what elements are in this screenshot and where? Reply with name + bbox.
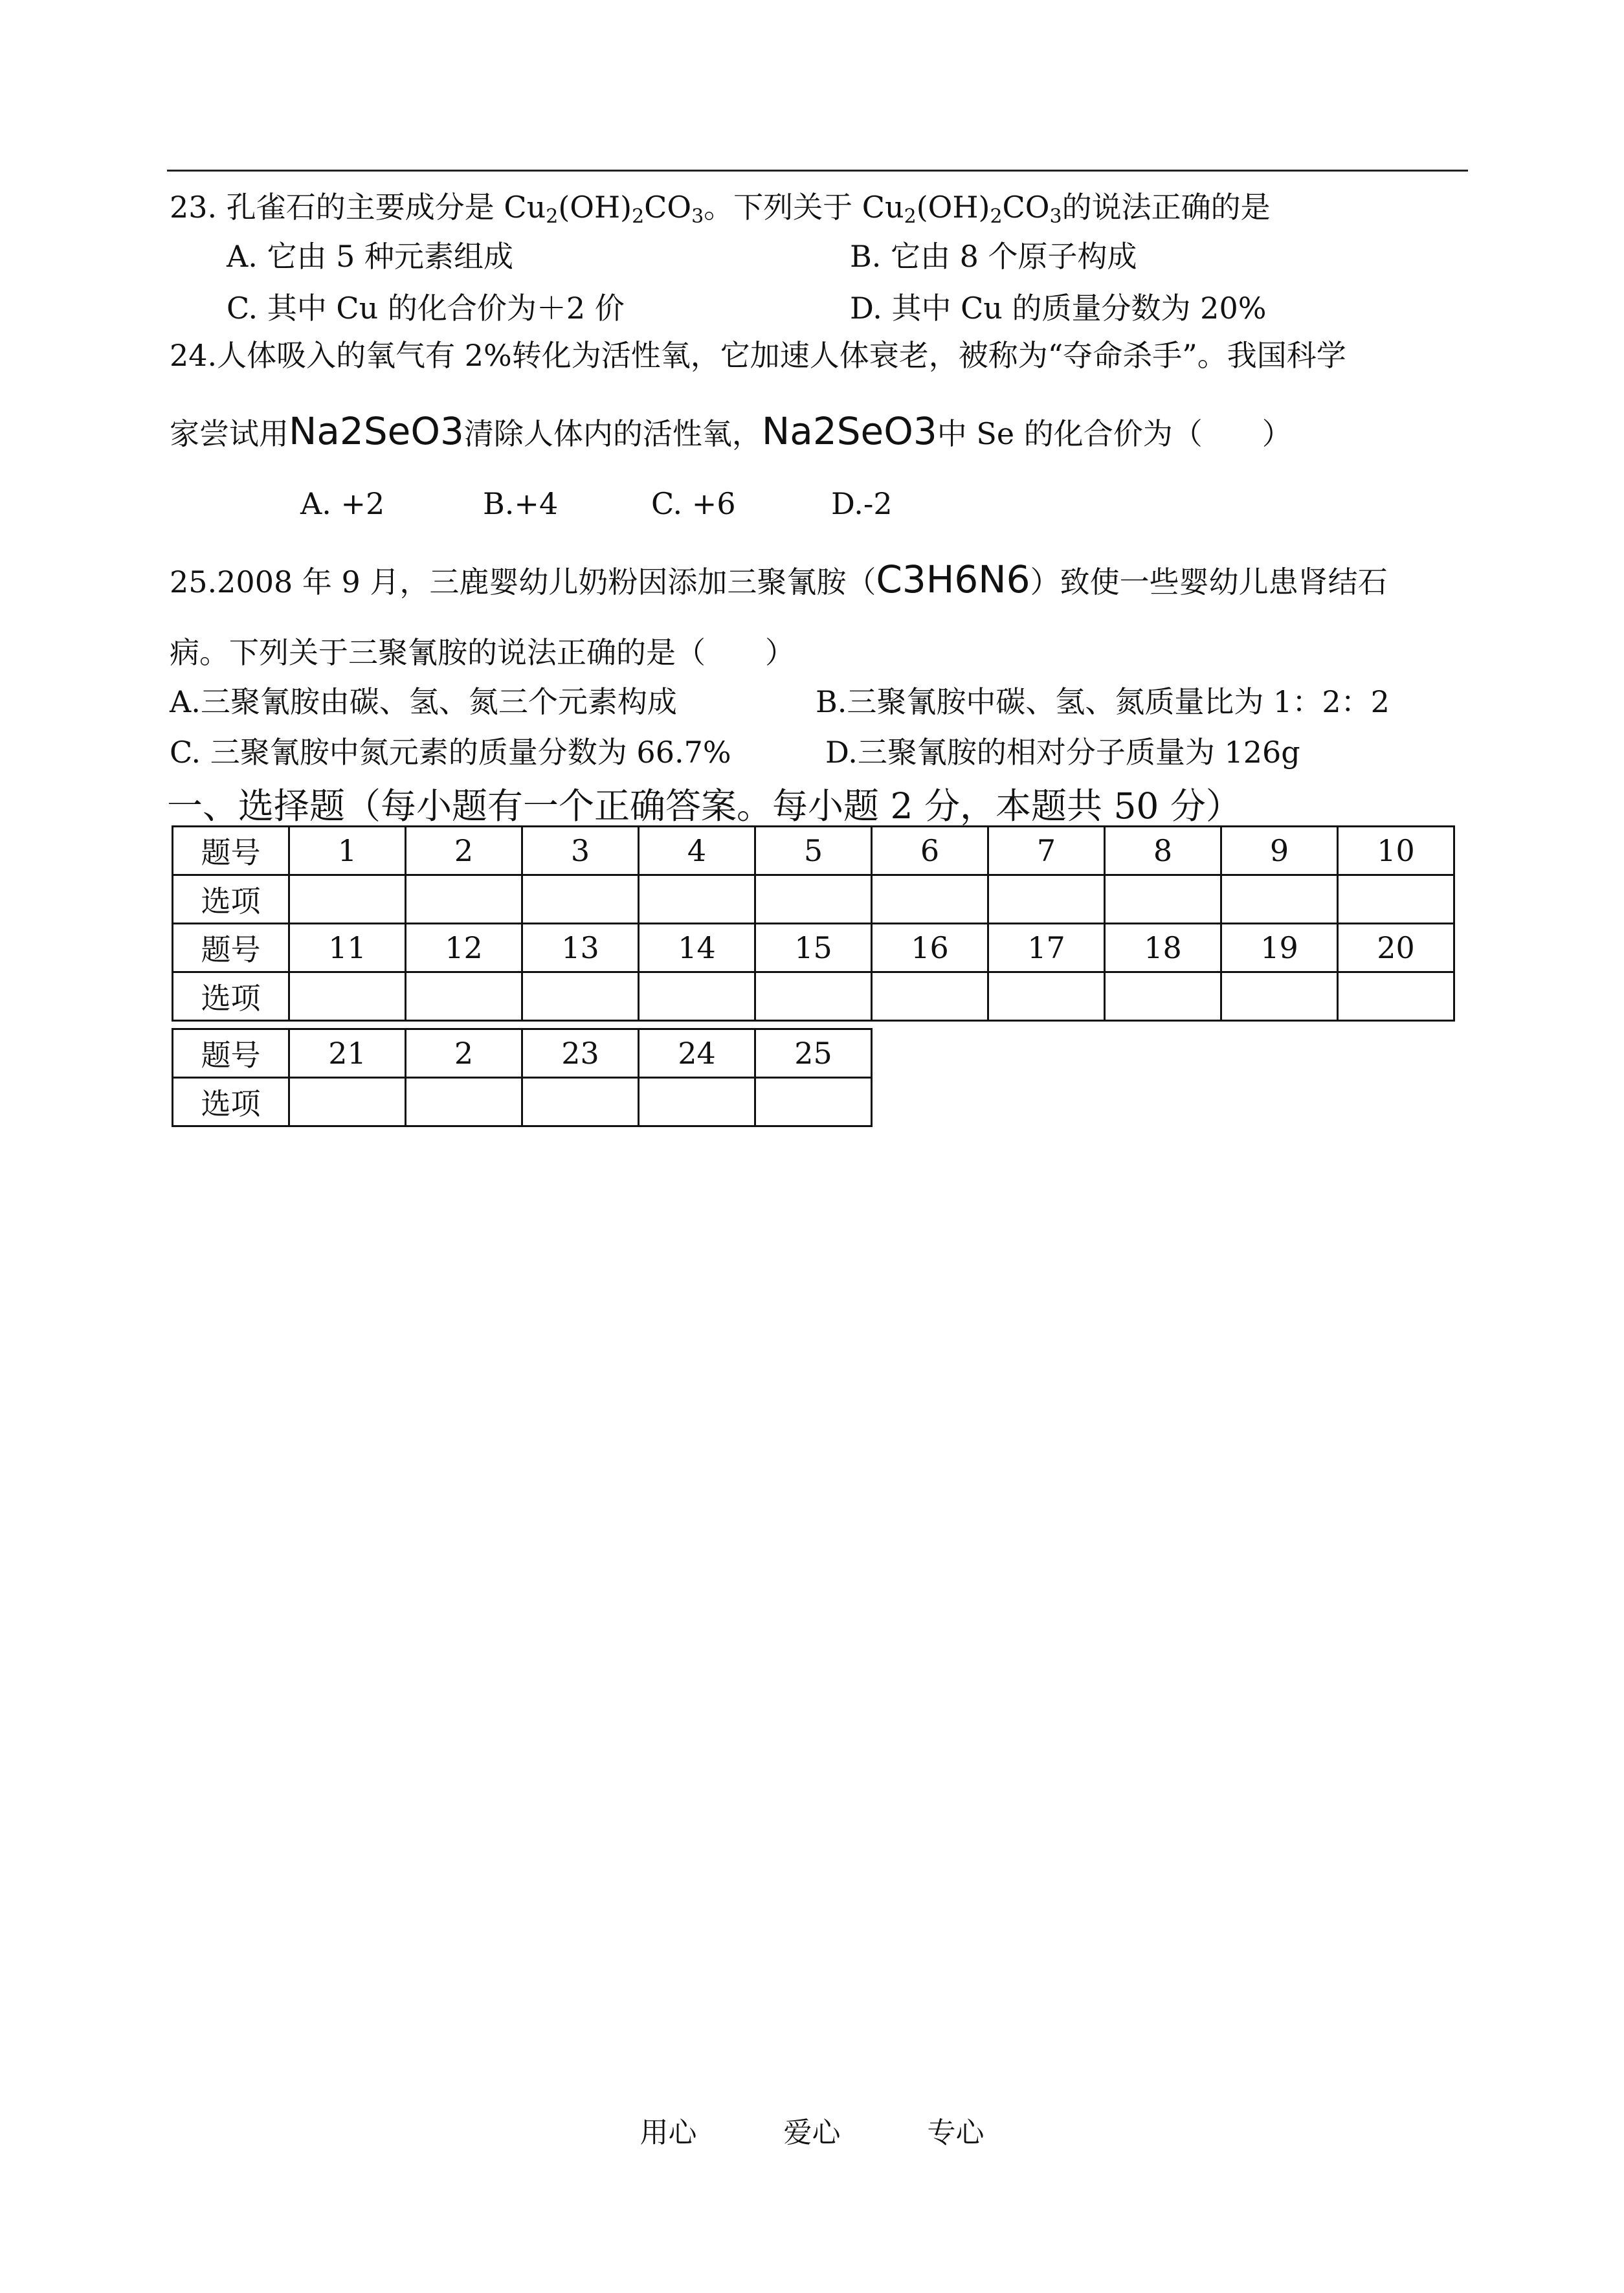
cell-number: 13 xyxy=(522,924,639,972)
cell-answer-label: 选项 xyxy=(173,875,289,924)
cell-answer[interactable] xyxy=(755,972,872,1021)
cell-answer[interactable] xyxy=(872,972,988,1021)
q24-option-a: A. +2 xyxy=(300,486,385,521)
cell-number: 11 xyxy=(289,924,406,972)
cell-number: 15 xyxy=(755,924,872,972)
cell-number: 9 xyxy=(1221,827,1338,875)
answer-table-tail xyxy=(172,1028,873,1127)
cell-number: 4 xyxy=(639,827,755,875)
cell-answer[interactable] xyxy=(406,1078,522,1126)
answer-table-main xyxy=(172,825,1455,1022)
q25-option-c: C. 三聚氰胺中氮元素的质量分数为 66.7% xyxy=(170,735,731,770)
q23-option-c: C. 其中 Cu 的化合价为＋2 价 xyxy=(227,291,625,326)
cell-number-label: 题号 xyxy=(173,924,289,972)
table-row-answers-1 xyxy=(173,875,1454,924)
cell-number: 5 xyxy=(755,827,872,875)
cell-answer[interactable] xyxy=(639,1078,755,1126)
q23-option-d: D. 其中 Cu 的质量分数为 20% xyxy=(850,291,1267,326)
q24-line2: 家尝试用Na2SeO3清除人体内的活性氧，Na2SeO3中 Se 的化合价为（ ） xyxy=(170,409,1292,453)
cell-answer[interactable] xyxy=(522,1078,639,1126)
q25-formula: C3H6N6 xyxy=(876,557,1030,601)
table-row-answers-2 xyxy=(173,972,1454,1021)
q25-option-a: A.三聚氰胺由碳、氢、氮三个元素构成 xyxy=(170,684,677,719)
cell-number: 3 xyxy=(522,827,639,875)
page-footer xyxy=(0,2109,1624,2151)
q24-option-d: D.-2 xyxy=(831,486,893,521)
cell-number: 12 xyxy=(406,924,522,972)
q25-line1: 25.2008 年 9 月，三鹿婴幼儿奶粉因添加三聚氰胺（C3H6N6）致使一些婴幼儿患肾结石 xyxy=(170,557,1388,601)
cell-answer[interactable] xyxy=(1338,875,1454,924)
cell-answer[interactable] xyxy=(522,972,639,1021)
footer-text: 专心 xyxy=(927,2116,984,2149)
cell-number: 6 xyxy=(872,827,988,875)
cell-number: 23 xyxy=(522,1029,639,1078)
cell-number: 18 xyxy=(1105,924,1221,972)
cell-answer[interactable] xyxy=(872,875,988,924)
cell-number: 14 xyxy=(639,924,755,972)
cell-answer[interactable] xyxy=(988,875,1105,924)
cell-number: 2 xyxy=(406,1029,522,1078)
cell-answer[interactable] xyxy=(988,972,1105,1021)
q25-line2: 病。下列关于三聚氰胺的说法正确的是（ ） xyxy=(170,635,795,670)
cell-answer[interactable] xyxy=(755,875,872,924)
footer-text: 爱心 xyxy=(783,2116,841,2149)
cell-number: 21 xyxy=(289,1029,406,1078)
cell-number-label: 题号 xyxy=(173,827,289,875)
cell-answer[interactable] xyxy=(755,1078,872,1126)
cell-answer[interactable] xyxy=(1105,972,1221,1021)
cell-answer[interactable] xyxy=(639,972,755,1021)
cell-answer-label: 选项 xyxy=(173,1078,289,1126)
q24-option-c: C. +6 xyxy=(651,486,736,521)
q24-formula: Na2SeO3 xyxy=(289,409,464,453)
cell-number: 20 xyxy=(1338,924,1454,972)
cell-number: 17 xyxy=(988,924,1105,972)
cell-number-label: 题号 xyxy=(173,1029,289,1078)
table-row-numbers-3 xyxy=(173,1029,872,1078)
cell-number: 16 xyxy=(872,924,988,972)
q23-stem: 23. 孔雀石的主要成分是 $Cu_2(OH)_2CO_3$。下列关于 $Cu_2(OH)_2CO_3$的说法正确的是 xyxy=(170,190,1271,228)
cell-number: 2 xyxy=(406,827,522,875)
cell-number: 19 xyxy=(1221,924,1338,972)
cell-answer[interactable] xyxy=(1338,972,1454,1021)
footer-text: 用心 xyxy=(640,2116,697,2149)
cell-number: 8 xyxy=(1105,827,1221,875)
table-row-answers-3 xyxy=(173,1078,872,1126)
cell-number: 25 xyxy=(755,1029,872,1078)
cell-answer[interactable] xyxy=(1105,875,1221,924)
header-rule xyxy=(167,170,1468,172)
table-row-numbers-2 xyxy=(173,924,1454,972)
cell-answer[interactable] xyxy=(289,1078,406,1126)
q24-option-b: B.+4 xyxy=(483,486,559,521)
cell-answer[interactable] xyxy=(406,972,522,1021)
q24-line1: 24.人体吸入的氧气有 2%转化为活性氧，它加速人体衰老，被称为“夺命杀手”。我国科学 xyxy=(170,338,1346,373)
q25-option-d: D.三聚氰胺的相对分子质量为 126g xyxy=(825,735,1300,770)
cell-answer[interactable] xyxy=(289,972,406,1021)
q23-option-a: A. 它由 5 种元素组成 xyxy=(227,239,513,274)
cell-answer[interactable] xyxy=(289,875,406,924)
q25-option-b: B.三聚氰胺中碳、氢、氮质量比为 1：2：2 xyxy=(816,684,1390,719)
cell-answer[interactable] xyxy=(406,875,522,924)
cell-answer[interactable] xyxy=(522,875,639,924)
cell-number: 24 xyxy=(639,1029,755,1078)
q23-option-b: B. 它由 8 个原子构成 xyxy=(850,239,1137,274)
section-title: 一、选择题（每小题有一个正确答案。每小题 2 分，本题共 50 分） xyxy=(167,785,1241,827)
cell-number: 1 xyxy=(289,827,406,875)
cell-number: 7 xyxy=(988,827,1105,875)
cell-number: 10 xyxy=(1338,827,1454,875)
q24-formula-repeat: Na2SeO3 xyxy=(761,409,937,453)
cell-answer[interactable] xyxy=(1221,972,1338,1021)
cell-answer[interactable] xyxy=(639,875,755,924)
table-row-numbers-1 xyxy=(173,827,1454,875)
cell-answer-label: 选项 xyxy=(173,972,289,1021)
cell-answer[interactable] xyxy=(1221,875,1338,924)
